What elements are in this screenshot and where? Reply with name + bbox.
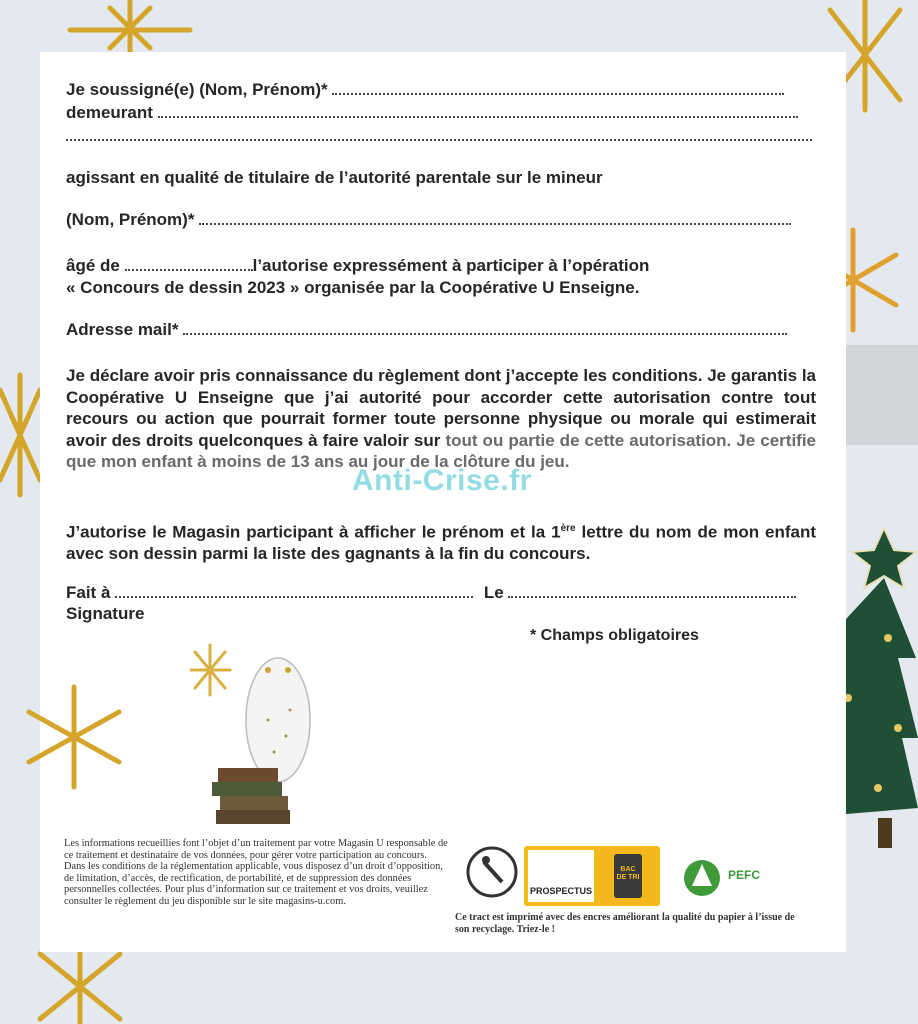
required-note: * Champs obligatoires (530, 627, 699, 644)
watermark: Anti-Crise.fr (352, 464, 532, 497)
signature-label: Signature (66, 604, 145, 623)
address-line-2[interactable] (66, 126, 812, 146)
minor-name-field[interactable] (199, 213, 791, 225)
age-label: âgé de (66, 256, 120, 275)
email-line[interactable] (66, 320, 787, 340)
privacy-notice: Les informations recueillies font l’objet d’un traitement par votre Magasin U responsable de ce traitement et destinataire de vos données, pour gérer votre participation au concours. Dans les conditions de la réglementation applicable, vous disposez d’un droit d’opposition, de limitation, d’accès, de rectification, de portabilité, et de suppression des données personnelles collectées. Pour plus d’information sur ce traitement et vos droits, veuillez consulter le règlement du jeu disponible sur le site magasins-u.com. (64, 838, 448, 907)
triman-logo (524, 846, 660, 906)
authorize-paragraph (66, 518, 816, 565)
guardian-text: agissant en qualité de titulaire de l’autorité parentale sur le mineur (66, 168, 603, 187)
email-field[interactable] (183, 323, 787, 335)
address-field[interactable] (158, 106, 798, 118)
prospectus-label: PROSPECTUS (530, 886, 593, 896)
address-line[interactable] (66, 103, 798, 123)
pefc-label: PEFC (728, 868, 761, 882)
address-field-2[interactable] (66, 129, 812, 141)
snowflake-icon (14, 682, 134, 792)
authorize-text-a: J’autorise le Magasin participant à afficher le prénom et la 1 (66, 522, 561, 542)
declaration-main: Je déclare avoir pris connaissance du règlement dont j’accepte les conditions. Je garantis la Coopérative U Enseigne que j’ai autorité pour accorder cette autorisation contre tout recours ou action que pourrait former toute personne physique ou morale qui estimerait avoir des droits quelconques à faire valoir sur (66, 366, 816, 450)
bin-label: BAC DE TRI (616, 866, 640, 881)
name-label: Je soussigné(e) (Nom, Prénom)* (66, 80, 328, 99)
pefc-icon (680, 856, 724, 900)
authorize-superscript: ère (560, 523, 576, 534)
minor-name-line[interactable] (66, 210, 791, 230)
snowflake-icon (50, 0, 210, 60)
owl-icon (190, 640, 340, 830)
tract-note: Ce tract est imprimé avec des encres améliorant la qualité du papier à l’issue de son recyclage. Triez-le ! (455, 912, 795, 935)
recycle-icon (462, 842, 522, 902)
declaration-paragraph (66, 365, 816, 473)
authorize-text-b: lettre du nom de mon enfant avec son dessin parmi la liste des gagnants à la fin du concours. (66, 522, 816, 564)
place-line[interactable] (66, 583, 796, 603)
place-label: Fait à (66, 583, 111, 602)
address-label: demeurant (66, 103, 153, 122)
date-field[interactable] (508, 586, 796, 598)
declaration-end: tout ou partie de cette autorisation. Je certifie que mon enfant à moins de 13 ans au jour de la clôture du jeu. (66, 430, 817, 471)
minor-name-label: (Nom, Prénom)* (66, 210, 195, 229)
authorization-text: l’autorise expressément à participer à l’opération (252, 256, 650, 275)
name-line[interactable] (66, 80, 784, 100)
place-field[interactable] (115, 586, 473, 598)
date-label: Le (483, 583, 504, 602)
operation-text: « Concours de dessin 2023 » organisée par la Coopérative U Enseigne. (66, 278, 640, 297)
age-line[interactable] (66, 256, 649, 276)
email-label: Adresse mail* (66, 320, 179, 339)
age-field[interactable] (125, 259, 253, 271)
name-field[interactable] (332, 83, 784, 95)
snowflake-icon (20, 944, 140, 1024)
